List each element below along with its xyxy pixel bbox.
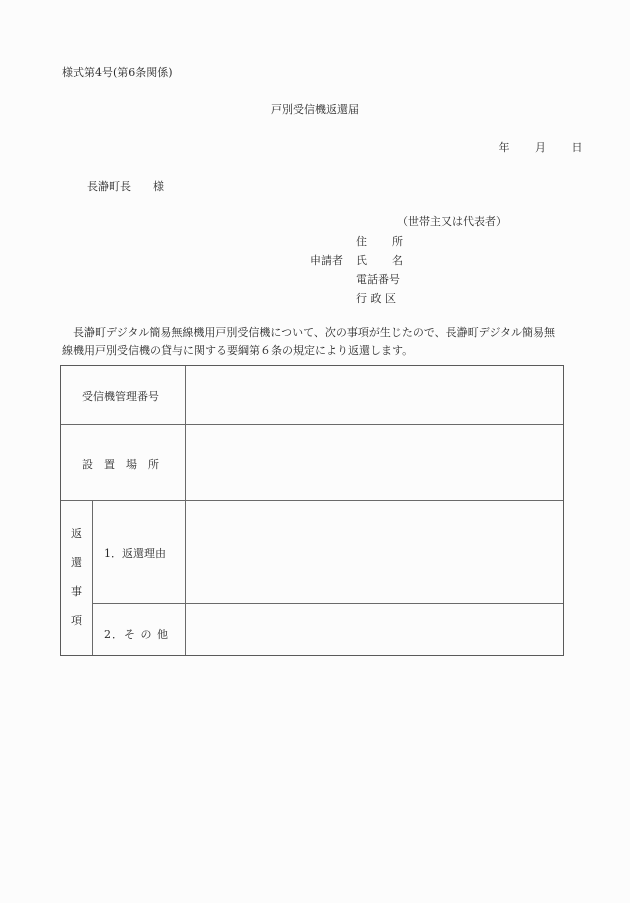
applicant-note: （世帯主又は代表者） bbox=[397, 215, 507, 228]
return-reason-input[interactable] bbox=[186, 501, 563, 603]
address-label-a: 住 bbox=[356, 235, 367, 248]
receiver-id-input[interactable] bbox=[186, 366, 563, 424]
district-label: 行 政 区 bbox=[356, 292, 396, 305]
return-form-table bbox=[60, 365, 564, 656]
applicant-district-field[interactable] bbox=[356, 290, 396, 306]
receiver-id-label: 受信機管理番号 bbox=[82, 390, 159, 403]
month-label: 月 bbox=[535, 141, 546, 154]
year-label: 年 bbox=[498, 141, 510, 154]
body-paragraph: 長瀞町デジタル簡易無線機用戸別受信機について、次の事項が生じたので、長瀞町デジタル簡易無線機用戸別受信機の貸与に関する要綱第６条の規定により返還します。 bbox=[62, 326, 556, 357]
return-reason-label: 1．返還理由 bbox=[104, 547, 166, 560]
addressee-honorific: 様 bbox=[153, 180, 164, 193]
install-location-label: 設 置 場 所 bbox=[82, 458, 159, 471]
install-location-input[interactable] bbox=[186, 425, 563, 500]
other-label: 2．そ の 他 bbox=[104, 628, 169, 641]
day-label: 日 bbox=[571, 141, 583, 154]
date-line bbox=[473, 139, 583, 155]
phone-label: 電話番号 bbox=[356, 273, 400, 286]
name-label-b: 名 bbox=[392, 254, 403, 267]
applicant-address-field[interactable] bbox=[356, 233, 403, 249]
other-input[interactable] bbox=[186, 604, 563, 655]
group-char-2: 還 bbox=[71, 556, 82, 569]
form-number: 様式第4号(第6条関係) bbox=[62, 66, 173, 79]
address-label-b: 所 bbox=[392, 235, 403, 248]
applicant-role-label: 申請者 bbox=[310, 254, 343, 267]
applicant-phone-field[interactable] bbox=[356, 271, 400, 287]
return-items-group-label bbox=[61, 519, 92, 635]
addressee bbox=[87, 178, 164, 194]
name-label-a: 氏 bbox=[356, 254, 367, 267]
addressee-name: 長瀞町長 bbox=[87, 180, 131, 193]
applicant-name-field[interactable] bbox=[356, 252, 403, 268]
group-char-4: 項 bbox=[71, 614, 82, 627]
group-char-3: 事 bbox=[71, 585, 82, 598]
group-column-divider bbox=[92, 500, 93, 655]
document-title: 戸別受信機返還届 bbox=[271, 103, 359, 116]
group-char-1: 返 bbox=[71, 527, 82, 540]
